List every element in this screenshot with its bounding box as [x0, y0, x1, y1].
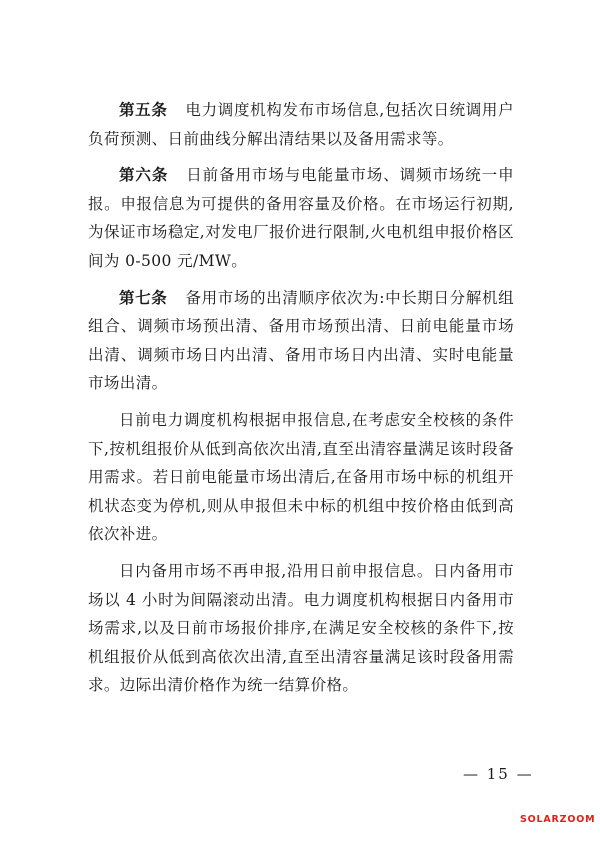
intraday-clearing-paragraph: 日内备用市场不再申报,沿用日前申报信息。日内备用市场以 4 小时为间隔滚动出清。电力调度机构根据日内备用市场需求,以及日前市场报价排序,在满足安全校核的条件下,按机组报价从低到高依次出清,直至出清容量满足该时段备用需求。边际出清价格作为统一结算价格。	[88, 561, 514, 695]
article-7-paragraph	[88, 284, 514, 398]
article-5-text: 电力调度机构发布市场信息,包括次日统调用户负荷预测、日前曲线分解出清结果以及备用需求等。	[88, 101, 514, 148]
article-6-paragraph	[88, 161, 514, 275]
document-body	[88, 96, 514, 700]
page-number: — 15 —	[463, 765, 534, 783]
article-5-paragraph	[88, 96, 514, 153]
day-ahead-clearing-paragraph: 日前电力调度机构根据申报信息,在考虑安全校核的条件下,按机组报价从低到高依次出清,直至出清容量满足该时段备用需求。若日前电能量市场出清后,在备用市场中标的机组开机状态变为停机,则从申报但未中标的机组中按价格由低到高依次补进。	[88, 410, 514, 544]
solarzoom-watermark: SOLARZOOM	[520, 814, 596, 825]
article-5-number: 第五条	[119, 101, 168, 119]
article-7-number: 第七条	[119, 288, 168, 307]
article-7-text: 备用市场的出清顺序依次为:中长期日分解机组组合、调频市场预出清、备用市场预出清、日前电能量市场出清、调频市场日内出清、备用市场日内出清、实时电能量市场出清。	[88, 288, 515, 393]
article-6-text: 日前备用市场与电能量市场、调频市场统一申报。申报信息为可提供的备用容量及价格。在市场运行初期,为保证市场稳定,对发电厂报价进行限制,火电机组申报价格区间为 0-500 元/MW。	[88, 166, 514, 270]
article-6-number: 第六条	[119, 166, 169, 185]
